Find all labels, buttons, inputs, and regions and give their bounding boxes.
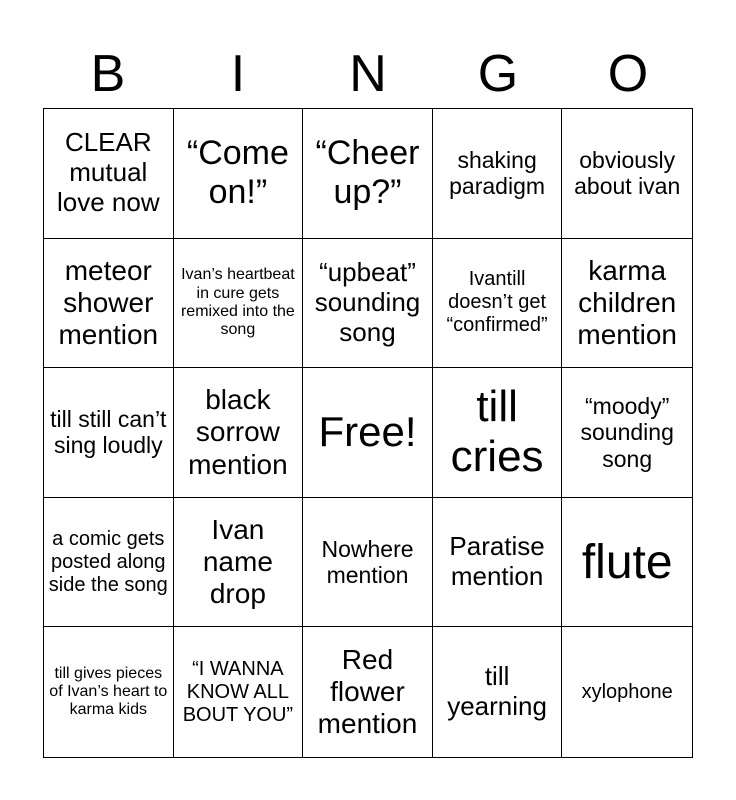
bingo-cell-free[interactable] xyxy=(303,368,433,498)
cell-text: till gives pieces of Ivan’s heart to karma kids xyxy=(49,664,168,719)
header-letter-i: I xyxy=(230,45,246,103)
cell-text: obviously about ivan xyxy=(574,146,681,200)
bingo-cell-r4c3[interactable] xyxy=(303,498,433,628)
bingo-cell-r5c1[interactable] xyxy=(44,627,174,757)
bingo-board xyxy=(43,108,693,758)
header-letter-o: O xyxy=(607,45,649,103)
cell-text: karma children mention xyxy=(577,254,677,350)
bingo-cell-r5c4[interactable] xyxy=(433,627,563,757)
cell-text: Free! xyxy=(318,408,417,456)
cell-text: Ivan name drop xyxy=(202,513,273,610)
cell-text: “Cheer up?” xyxy=(315,134,420,212)
cell-text: Ivantill doesn’t get “confirmed” xyxy=(446,268,548,337)
bingo-cell-r4c2[interactable] xyxy=(174,498,304,628)
cell-text: till still can’t sing loudly xyxy=(50,406,167,459)
bingo-cell-r2c4[interactable] xyxy=(433,239,563,369)
bingo-cell-r3c1[interactable] xyxy=(44,368,174,498)
bingo-cell-r2c2[interactable] xyxy=(174,239,304,369)
bingo-cell-r5c2[interactable] xyxy=(174,627,304,757)
cell-text: “Come on!” xyxy=(186,134,289,212)
bingo-cell-r4c4[interactable] xyxy=(433,498,563,628)
cell-text: xylophone xyxy=(581,680,673,703)
cell-text: flute xyxy=(581,535,673,589)
header-letter-g: G xyxy=(477,45,519,103)
cell-text: Paratise mention xyxy=(449,531,545,592)
cell-text: “upbeat” sounding song xyxy=(314,257,421,347)
cell-text: shaking paradigm xyxy=(449,146,546,200)
cell-text: CLEAR mutual love now xyxy=(56,127,160,218)
bingo-cell-r3c5[interactable] xyxy=(562,368,692,498)
bingo-cell-r2c1[interactable] xyxy=(44,239,174,369)
cell-text: till cries xyxy=(450,381,544,482)
bingo-cell-r2c5[interactable] xyxy=(562,239,692,369)
bingo-cell-r3c2[interactable] xyxy=(174,368,304,498)
cell-text: black sorrow mention xyxy=(188,384,288,480)
bingo-cell-r4c5[interactable] xyxy=(562,498,692,628)
bingo-cell-r1c3[interactable] xyxy=(303,109,433,239)
bingo-cell-r2c3[interactable] xyxy=(303,239,433,369)
cell-text: meteor shower mention xyxy=(58,254,159,350)
bingo-cell-r1c2[interactable] xyxy=(174,109,304,239)
cell-text: Nowhere mention xyxy=(321,535,414,589)
bingo-cell-r1c1[interactable] xyxy=(44,109,174,239)
bingo-cell-r1c4[interactable] xyxy=(433,109,563,239)
header-letter-n: N xyxy=(349,45,387,103)
header-letter-b: B xyxy=(90,45,126,103)
cell-text: Red flower mention xyxy=(317,643,418,740)
bingo-cell-r4c1[interactable] xyxy=(44,498,174,628)
bingo-cell-r1c5[interactable] xyxy=(562,109,692,239)
cell-text: a comic gets posted along side the song xyxy=(48,527,168,596)
cell-text: Ivan’s heartbeat in cure gets remixed into the song xyxy=(180,266,295,339)
bingo-cell-r5c3[interactable] xyxy=(303,627,433,757)
bingo-header xyxy=(43,40,693,108)
bingo-cell-r3c4[interactable] xyxy=(433,368,563,498)
cell-text: till yearning xyxy=(447,661,547,722)
cell-text: “moody” sounding song xyxy=(580,392,674,472)
bingo-cell-r5c5[interactable] xyxy=(562,627,692,757)
cell-text: “I WANNA KNOW ALL BOUT YOU” xyxy=(182,657,294,726)
